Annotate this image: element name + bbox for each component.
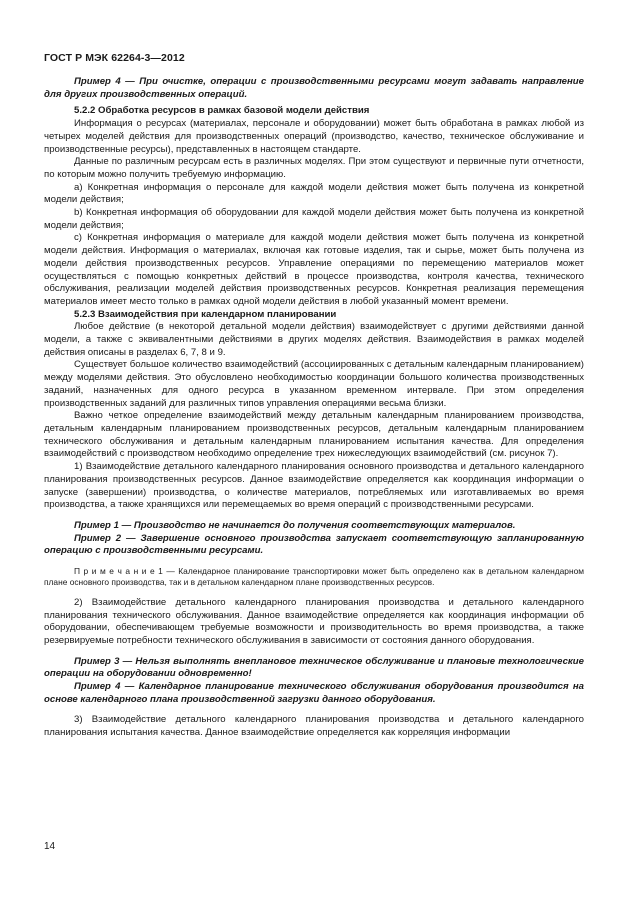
document-body bbox=[44, 76, 584, 740]
paragraph: Информация о ресурсах (материалах, персонале и оборудовании) может быть обработана в рамках любой из четырех моделей действия для производственных операций (производство, качество, техническое обслуживание и производственные ресурсы), представленных в настоящем стандарте. bbox=[44, 118, 584, 155]
page-number: 14 bbox=[44, 841, 56, 852]
paragraph: 1) Взаимодействие детального календарного планирования основного производства и детального календарного планирования производственных ресурсов. Данное взаимодействие определяется как координация информации о запуске (завершении) производства, о количестве материалов, потребляемых или изготавливаемых во время производства, а также хранящихся или перемещаемых во время операций с производственными ресурсами. bbox=[44, 461, 584, 511]
example-4-maintenance: Пример 4 — Календарное планирование технического обслуживания оборудования производится на основе календарного плана производственной загрузки данного оборудования. bbox=[44, 681, 584, 705]
paragraph: Данные по различным ресурсам есть в различных моделях. При этом существуют и первичные пути отчетности, по которым можно получить требуемую информацию. bbox=[44, 156, 584, 180]
list-item-c: c) Конкретная информация о материале для каждой модели действия может быть получена из конкретной модели действия. Информация о материалах, включая как готовые изделия, так и сырье, может быть получена из модели действия производственных ресурсов. Управление операциями по перемещению материалов может осуществляться с помощью конкретных действий в процессе производства, контроля качества, технического обслуживания, реализации моделей действия производственных ресурсов. Конкретная реализация перемещения материалов имеет место только в рамках одной модели действия в любой указанный момент времени. bbox=[44, 232, 584, 307]
section-heading-5-2-2: 5.2.2 Обработка ресурсов в рамках базовой модели действия bbox=[74, 105, 370, 117]
example-3: Пример 3 — Нельзя выполнять внеплановое техническое обслуживание и плановые технологические операции на оборудовании одновременно! bbox=[44, 655, 584, 680]
list-item-b: b) Конкретная информация об оборудовании для каждой модели действия может быть получена из конкретной модели действия; bbox=[44, 207, 584, 231]
paragraph: Важно четкое определение взаимодействий между детальным календарным планированием производства, детальным календарным планированием производственных ресурсов, детальным календарным планированием технического обслуживания и детальным календарным планированием испытания качества. Для определения взаимодействий с производством необходимо определение трех нижеследующих взаимодействий (см. рисунок 7). bbox=[44, 410, 584, 460]
example-1: Пример 1 — Производство не начинается до получения соответствующих материалов. bbox=[74, 519, 516, 531]
paragraph: 3) Взаимодействие детального календарного планирования производства и детального календарного планирования испытания качества. Данное взаимодействие определяется как корреляция информации bbox=[44, 714, 584, 739]
paragraph: Существует большое количество взаимодействий (ассоциированных с детальным календарным планированием) между моделями действия. Это обусловлено необходимостью координации большого количества производственных заданий, назначенных для одного ресурса в указанном временном интервале. При этом определения производственных заданий для различных типов управления операциями весьма близки. bbox=[44, 359, 584, 409]
example-4-cleaning: Пример 4 — При очистке, операции с производственными ресурсами могут задавать направление для других производственных операций. bbox=[44, 76, 584, 100]
example-2: Пример 2 — Завершение основного производства запускает соответствующую запланированную операцию с производственными ресурсами. bbox=[44, 532, 584, 557]
note-text: — Календарное планирование транспортировки может быть определено как в детальном календарном плане основного производства, так и в детальном календарном плане производственных ресурсов. bbox=[44, 566, 584, 588]
section-heading-5-2-3: 5.2.3 Взаимодействия при календарном планировании bbox=[74, 308, 337, 320]
note-1 bbox=[44, 566, 584, 589]
paragraph: 2) Взаимодействие детального календарного планирования производства и детального календарного планирования технического обслуживания. Данное взаимодействие определяется как координация информации об оборудовании, обеспечивающем требуемые возможности и производительность во время производства, а также резервируемые потребности технического обслуживания в зависимости от состояния данного оборудования. bbox=[44, 596, 584, 646]
paragraph: Любое действие (в некоторой детальной модели действия) взаимодействует с другими действиями данной модели, а также с эквивалентными действиями в других моделях действия. Взаимодействия в рамках моделей действия описаны в разделах 6, 7, 8 и 9. bbox=[44, 321, 584, 358]
list-item-a: a) Конкретная информация о персонале для каждой модели действия может быть получена из конкретной модели действия; bbox=[44, 181, 584, 206]
note-label: П р и м е ч а н и е 1 bbox=[74, 566, 163, 577]
document-header: ГОСТ Р МЭК 62264-3—2012 bbox=[44, 52, 185, 64]
